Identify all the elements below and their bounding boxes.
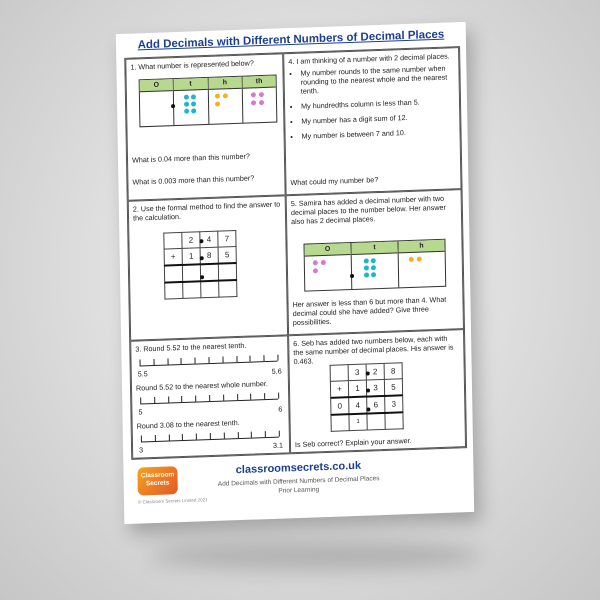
tick-mark xyxy=(222,357,223,363)
tick-mark xyxy=(196,434,197,440)
counter-dot xyxy=(371,258,376,263)
calc-cell: 3 xyxy=(348,364,366,381)
tick-mark xyxy=(140,397,141,403)
calc-cell: 5 xyxy=(384,379,402,396)
calc-cell: 4 xyxy=(200,231,218,248)
tick-mark xyxy=(279,431,280,437)
tick-mark xyxy=(264,393,265,399)
calc-cell: + xyxy=(330,381,348,398)
carry-digit: 1 xyxy=(349,414,367,431)
copyright-text: © Classroom Secrets Limited 2021 xyxy=(137,497,208,505)
calc-cell: 6 xyxy=(367,396,385,414)
calc-cell xyxy=(164,232,182,249)
counter-dot xyxy=(215,102,220,107)
worksheet xyxy=(116,22,474,524)
q5-header-o: O xyxy=(305,243,351,257)
q3-prompt2: Round 5.52 to the nearest whole number. xyxy=(135,379,268,393)
tick-mark xyxy=(250,356,251,362)
q1-place-value-chart xyxy=(139,75,278,128)
q4-bullet: • My hundredths column is less than 5. xyxy=(301,96,455,110)
tick-mark xyxy=(195,396,196,402)
counter-dot xyxy=(409,257,414,262)
calc-cell xyxy=(385,412,403,429)
counter-dot xyxy=(371,265,376,270)
q4-bullet: • My number has a digit sum of 12. xyxy=(301,111,455,125)
q4-bullet: • My number is between 7 and 10. xyxy=(302,126,456,140)
tick-mark xyxy=(168,396,169,402)
calc-cell: 3 xyxy=(385,395,403,413)
tick-mark xyxy=(236,356,237,362)
calc-cell xyxy=(182,264,200,282)
counter-dot xyxy=(191,94,196,99)
calc-cell: 3 xyxy=(366,379,384,396)
q1-prompt: 1. What number is represented below? xyxy=(130,58,254,72)
classroom-secrets-logo: Classroom Secrets xyxy=(137,466,177,495)
footer-url[interactable]: classroomsecrets.co.uk xyxy=(235,459,362,477)
calc-cell: 2 xyxy=(366,363,384,380)
tick-mark xyxy=(250,394,251,400)
question-1 xyxy=(125,53,285,201)
tick-mark xyxy=(195,358,196,364)
q3-line1-right: 5.6 xyxy=(271,366,282,376)
counter-dot xyxy=(191,108,196,113)
counter-dot xyxy=(259,100,264,105)
counter-dot xyxy=(321,260,326,265)
counter-dot xyxy=(214,94,219,99)
calc-cell: 5 xyxy=(218,247,236,264)
counter-dot xyxy=(259,92,264,97)
tick-mark xyxy=(210,433,211,439)
calc-cell: 8 xyxy=(200,247,218,264)
question-5 xyxy=(286,189,464,335)
calc-cell xyxy=(219,280,237,297)
q5-header-h: h xyxy=(398,240,444,254)
counter-dot xyxy=(191,101,196,106)
question-4 xyxy=(283,47,461,195)
tick-mark xyxy=(223,395,224,401)
q5-closing: Her answer is less than 6 but more than 4. What decimal could she have added? Give three possibilities. xyxy=(292,294,447,328)
q4-bullet-list xyxy=(288,63,455,141)
question-6 xyxy=(288,329,466,453)
calc-cell: 7 xyxy=(218,231,236,248)
tick-mark xyxy=(278,393,279,399)
tick-mark xyxy=(167,358,168,364)
q1-header-th: th xyxy=(242,76,275,89)
question-2 xyxy=(128,195,288,341)
q4-prompt: 4. I am thinking of a number with 2 decimal places. xyxy=(288,51,450,67)
question-3 xyxy=(130,335,290,459)
question-grid xyxy=(124,46,467,460)
q5-header-t: t xyxy=(351,241,397,255)
footer-prior-learning: Prior Learning xyxy=(278,486,320,495)
q4-bullet: • My number rounds to the same number when rounding to the nearest whole and the nearest tenth. xyxy=(300,63,454,95)
counter-dot xyxy=(364,272,369,277)
calc-cell xyxy=(218,263,236,281)
q1-line2: What is 0.003 more than this number? xyxy=(132,173,255,187)
q1-line1: What is 0.04 more than this number? xyxy=(131,151,250,165)
calc-cell xyxy=(331,414,349,431)
tick-mark xyxy=(154,397,155,403)
q2-prompt: 2. Use the formal method to find the answer to the calculation. xyxy=(132,199,281,223)
q1-header-t: t xyxy=(174,78,207,91)
calc-cell: 2 xyxy=(182,232,200,249)
counter-dot xyxy=(251,92,256,97)
q3-line3-left: 3 xyxy=(139,445,144,455)
calc-cell xyxy=(367,413,385,430)
tick-mark xyxy=(182,396,183,402)
tick-mark xyxy=(209,395,210,401)
calc-cell: 1 xyxy=(182,248,200,265)
counter-dot xyxy=(184,102,189,107)
tick-mark xyxy=(155,435,156,441)
calc-cell xyxy=(164,265,182,283)
tick-mark xyxy=(182,434,183,440)
counter-dot xyxy=(371,272,376,277)
q6-prompt: 6. Seb has added two numbers below, each with the same number of decimal places. His answer is 0.463. xyxy=(293,333,454,367)
tick-mark xyxy=(237,432,238,438)
counter-dot xyxy=(364,258,369,263)
calc-cell: 8 xyxy=(384,363,402,380)
counter-dot xyxy=(417,257,422,262)
tick-mark xyxy=(208,357,209,363)
q3-line3-right: 3.1 xyxy=(272,440,284,450)
tick-mark xyxy=(168,434,169,440)
q5-prompt: 5. Samira has added a decimal number with two decimal places to the number below. Her answer also has 2 decimal places. xyxy=(290,193,446,227)
counter-dot xyxy=(184,109,189,114)
calc-cell: 1 xyxy=(348,380,366,397)
tick-mark xyxy=(265,431,266,437)
q3-prompt: 3. Round 5.52 to the nearest tenth. xyxy=(135,340,247,354)
tick-mark xyxy=(153,359,154,365)
tick-mark xyxy=(264,355,265,361)
q5-place-value-chart xyxy=(303,239,446,292)
tick-mark xyxy=(141,435,142,441)
calc-cell xyxy=(183,281,201,298)
q1-header-h: h xyxy=(208,77,241,90)
calc-cell: 0 xyxy=(331,397,349,415)
q3-prompt3: Round 3.08 to the nearest tenth. xyxy=(136,418,240,431)
counter-dot xyxy=(222,93,227,98)
tick-mark xyxy=(277,355,278,361)
q1-header-o: O xyxy=(140,79,173,92)
calc-cell xyxy=(165,282,183,299)
calc-cell: 4 xyxy=(349,397,367,415)
tick-mark xyxy=(224,433,225,439)
counter-dot xyxy=(364,265,369,270)
tick-mark xyxy=(251,432,252,438)
calc-cell: + xyxy=(164,248,182,265)
q3-line2-right: 6 xyxy=(278,404,283,414)
q3-line2-left: 5 xyxy=(138,407,143,417)
tick-mark xyxy=(237,394,238,400)
q6-closing: Is Seb correct? Explain your answer. xyxy=(294,436,412,450)
calc-cell xyxy=(201,281,219,298)
worksheet-title: Add Decimals with Different Numbers of Decimal Places xyxy=(137,28,445,52)
tick-mark xyxy=(181,358,182,364)
sheet-shadow xyxy=(150,540,480,570)
tick-mark xyxy=(140,359,141,365)
counter-dot xyxy=(313,260,318,265)
calc-cell xyxy=(330,365,348,382)
q4-closing: What could my number be? xyxy=(290,175,379,188)
counter-dot xyxy=(184,95,189,100)
counter-dot xyxy=(251,100,256,105)
q3-line1-left: 5.5 xyxy=(137,369,148,379)
footer-subtitle: Add Decimals with Different Numbers of Decimal Places xyxy=(217,475,380,488)
counter-dot xyxy=(313,268,318,273)
